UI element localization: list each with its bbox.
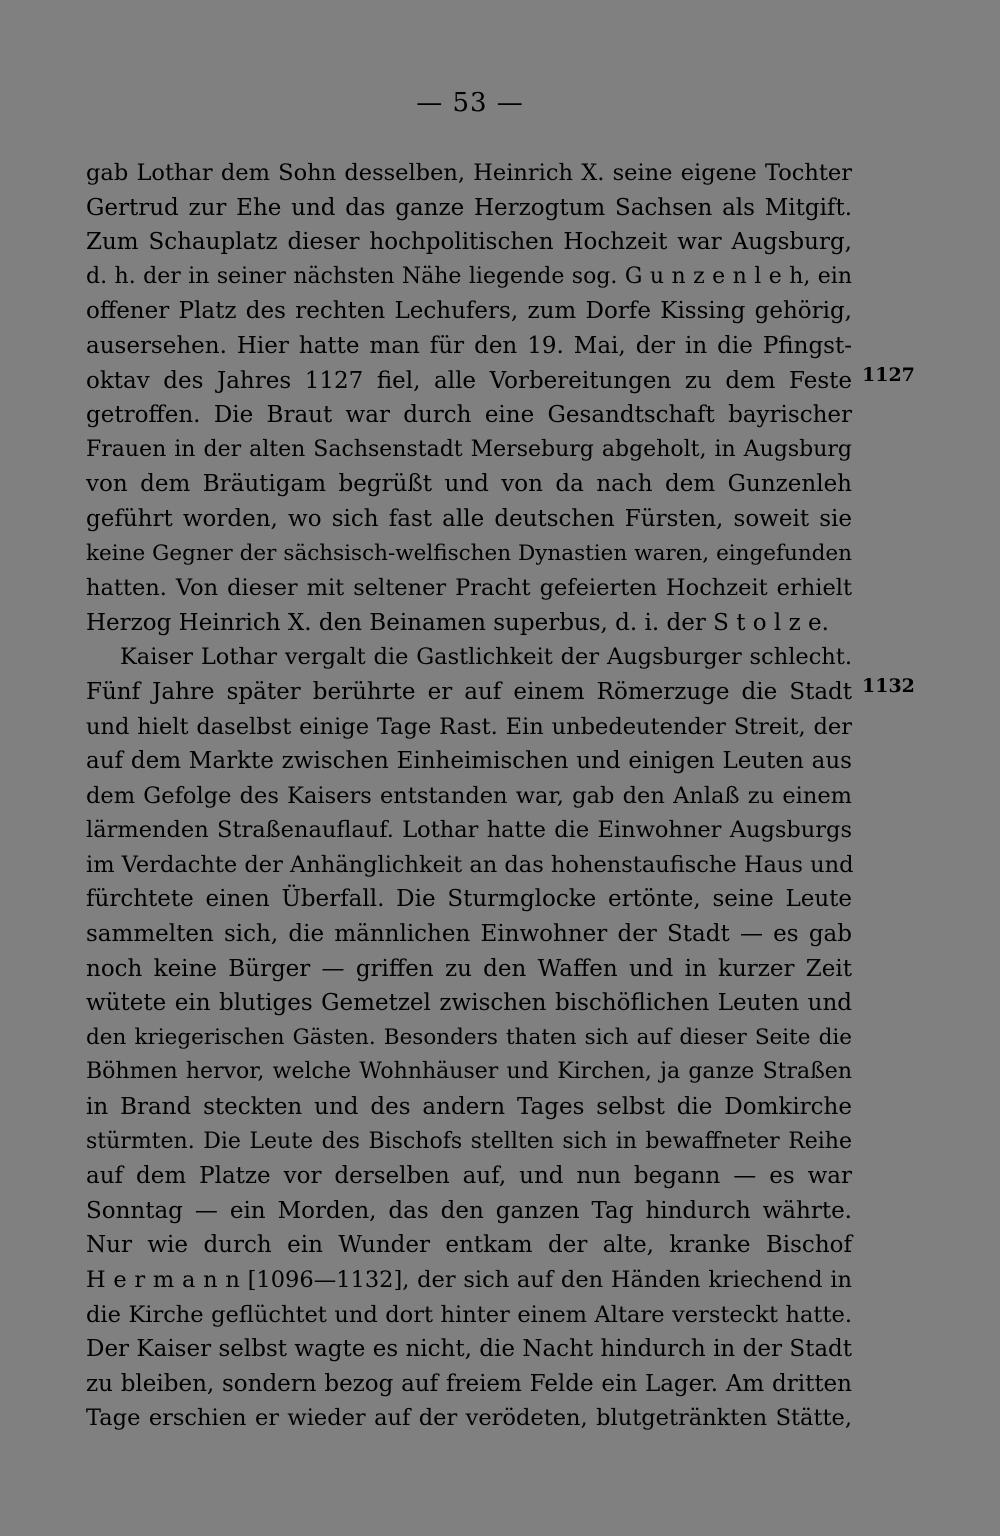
text-line: d. h. der in seiner nächsten Nähe liegende sog. G u n z e n l e h, ein: [86, 263, 852, 289]
text-line: Tage erschien er wieder auf der verödeten, blutgetränkten Stätte,: [86, 1405, 852, 1432]
text-line: Böhmen hervor, welche Wohnhäuser und Kirchen, ja ganze Straßen: [86, 1059, 852, 1085]
text-line: den kriegerischen Gästen. Besonders thaten sich auf dieser Seite die: [86, 1024, 852, 1050]
text-line: Gertrud zur Ehe und das ganze Herzogtum Sachsen als Mitgift.: [86, 194, 852, 221]
text-line: Nur wie durch ein Wunder entkam der alte, kranke Bischof: [86, 1232, 852, 1259]
text-line: Zum Schauplatz dieser hochpolitischen Hochzeit war Augsburg,: [86, 229, 852, 256]
text-line: Fünf Jahre später berührte er auf einem Römerzuge die Stadt: [86, 678, 852, 705]
text-line: von dem Bräutigam begrüßt und von da nach dem Gunzenleh: [86, 471, 852, 498]
text-line: hatten. Von dieser mit seltener Pracht gefeierten Hochzeit erhielt: [86, 575, 852, 602]
text-line: und hielt daselbst einige Tage Rast. Ein unbedeutender Streit, der: [86, 713, 852, 740]
text-line: in Brand steckten und des andern Tages selbst die Domkirche: [86, 1094, 852, 1121]
text-line: oktav des Jahres 1127 fiel, alle Vorbereitungen zu dem Feste: [86, 367, 852, 394]
text-line: noch keine Bürger — griffen zu den Waffen und in kurzer Zeit: [86, 955, 852, 982]
page-number: — 53 —: [416, 88, 524, 118]
text-line: wütete ein blutiges Gemetzel zwischen bischöflichen Leuten und: [86, 990, 852, 1017]
text-line: lärmenden Straßenauflauf. Lothar hatte die Einwohner Augsburgs: [86, 817, 852, 844]
body-text: [86, 156, 852, 1436]
text-line: Herzog Heinrich X. den Beinamen superbus, d. i. der S t o l z e.: [86, 609, 829, 636]
text-line: Sonntag — ein Morden, das den ganzen Tag hindurch währte.: [86, 1197, 852, 1224]
text-line: ausersehen. Hier hatte man für den 19. Mai, der in die Pfingst-: [86, 332, 852, 359]
text-line: H e r m a n n [1096—1132], der sich auf den Händen kriechend in: [86, 1267, 852, 1293]
text-line: geführt worden, wo sich fast alle deutschen Fürsten, soweit sie: [86, 505, 852, 532]
text-line: die Kirche geflüchtet und dort hinter einem Altare versteckt hatte.: [86, 1301, 852, 1328]
text-line: auf dem Platze vor derselben auf, und nun begann — es war: [86, 1163, 852, 1190]
text-line: sammelten sich, die männlichen Einwohner der Stadt — es gab: [86, 921, 852, 948]
text-line: im Verdachte der Anhänglichkeit an das hohenstaufische Haus und: [86, 851, 854, 878]
text-line: gab Lothar dem Sohn desselben, Heinrich X. seine eigene Tochter: [86, 160, 852, 186]
text-line: offener Platz des rechten Lechufers, zum Dorfe Kissing gehörig,: [86, 298, 852, 325]
margin-note-year: 1127: [862, 364, 915, 386]
text-line: fürchtete einen Überfall. Die Sturmglocke ertönte, seine Leute: [86, 886, 852, 913]
text-line: stürmten. Die Leute des Bischofs stellten sich in bewaffneter Reihe: [86, 1128, 852, 1154]
text-line: dem Gefolge des Kaisers entstanden war, gab den Anlaß zu einem: [86, 782, 852, 809]
text-line: Kaiser Lothar vergalt die Gastlichkeit der Augsburger schlecht.: [120, 644, 852, 671]
text-line: zu bleiben, sondern bezog auf freiem Felde ein Lager. Am dritten: [86, 1370, 852, 1397]
text-line: auf dem Markte zwischen Einheimischen und einigen Leuten aus: [86, 748, 852, 775]
text-line: Der Kaiser selbst wagte es nicht, die Nacht hindurch in der Stadt: [86, 1336, 852, 1363]
margin-note-year: 1132: [862, 675, 915, 697]
text-line: keine Gegner der sächsisch-welfischen Dynastien waren, eingefunden: [86, 540, 852, 566]
text-line: getroffen. Die Braut war durch eine Gesandtschaft bayrischer: [86, 402, 852, 429]
text-line: Frauen in der alten Sachsenstadt Merseburg abgeholt, in Augsburg: [86, 436, 852, 462]
